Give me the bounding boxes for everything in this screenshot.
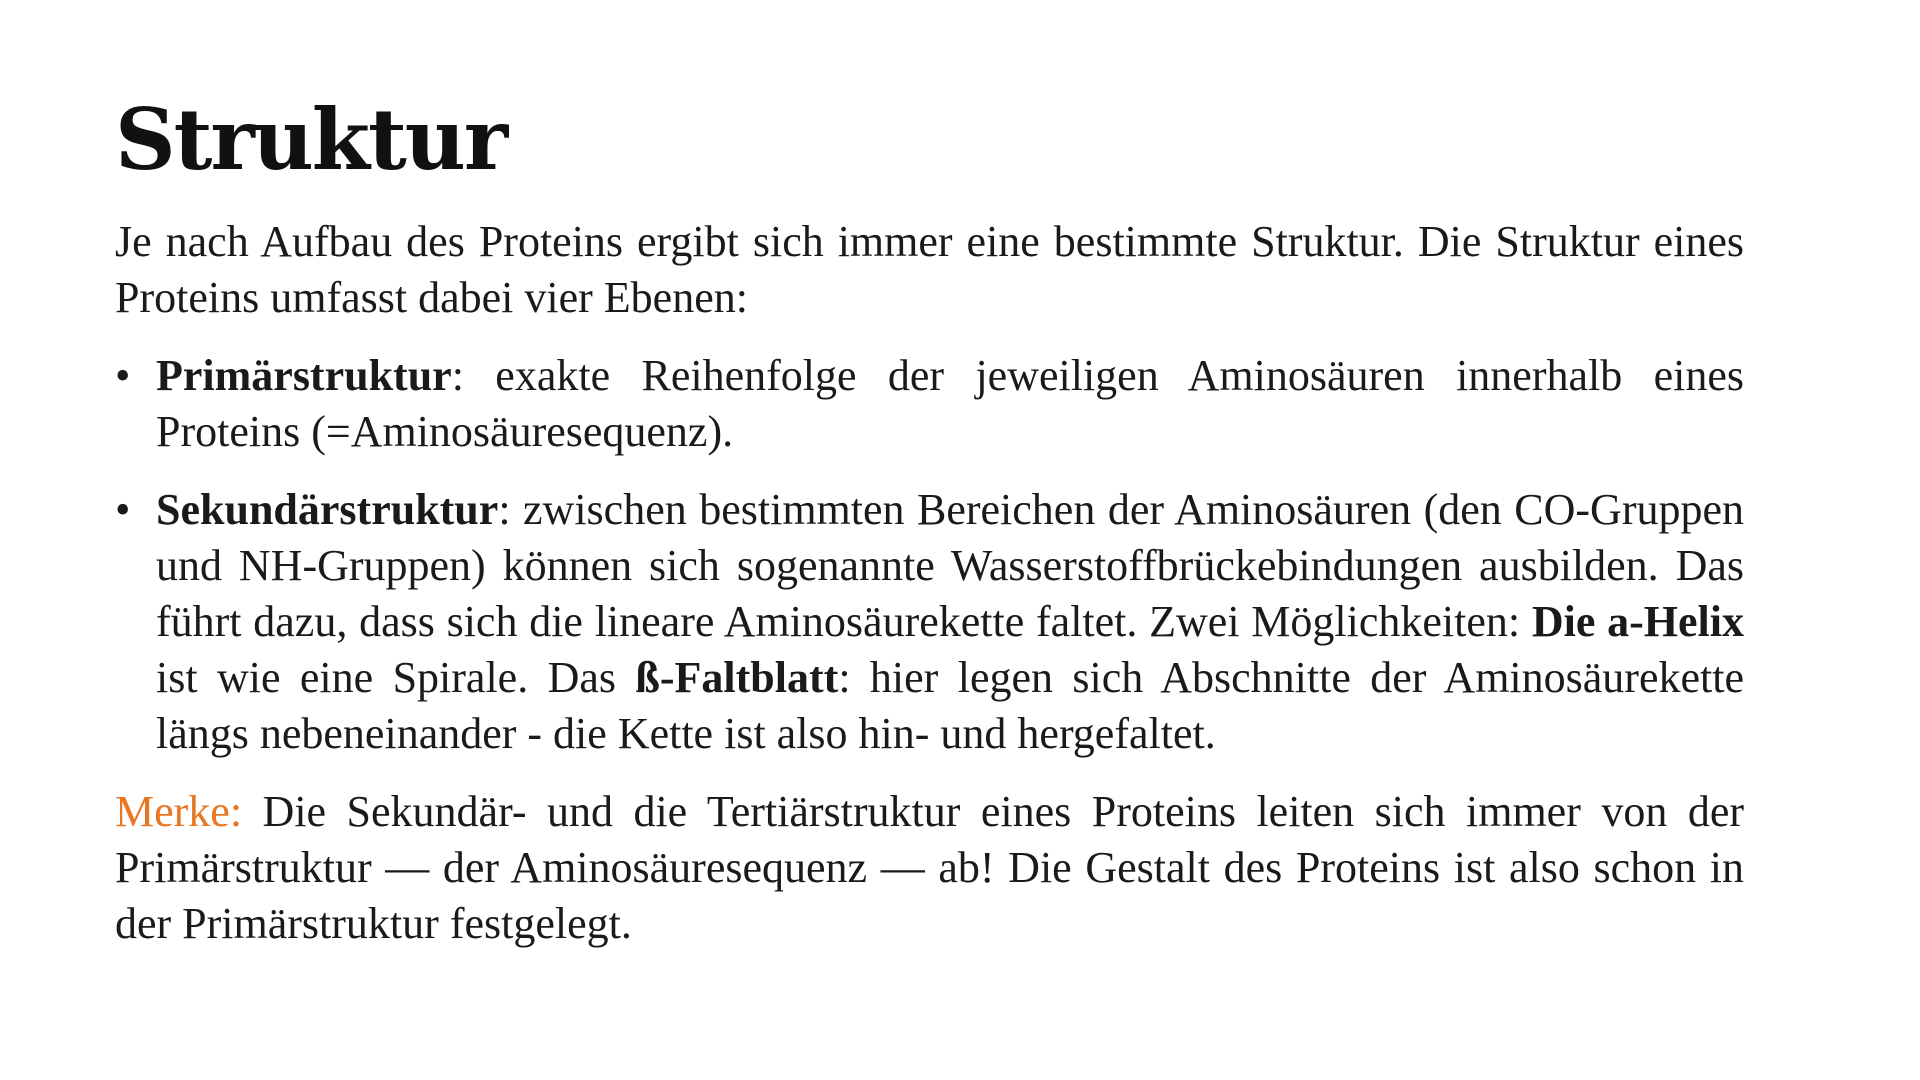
list-item-sekundaerstruktur: [115, 482, 1744, 762]
term-sekundaerstruktur: Sekundärstruktur: [156, 485, 499, 534]
primaer-description: : exakte Reihenfolge der jeweiligen Aminosäuren innerhalb eines Proteins (=Aminosäuresequenz).: [156, 351, 1744, 456]
page-title: Struktur: [115, 90, 507, 189]
merke-label: Merke:: [115, 787, 243, 836]
term-faltblatt: ß-Faltblatt: [635, 653, 839, 702]
bullet-icon: •: [115, 351, 131, 400]
sekundaer-description-1: : zwischen bestimmten Bereichen der Aminosäuren (den CO-Gruppen und NH-Gruppen) können sich sogenannte Wasserstoffbrückebindungen ausbilden. Das führt dazu, dass sich die lineare Aminosäurekette faltet. Zwei Möglichkeiten:: [156, 485, 1744, 646]
bullet-icon: •: [115, 485, 131, 534]
sekundaer-description-2: ist wie eine Spirale. Das: [156, 653, 636, 702]
intro-paragraph: Je nach Aufbau des Proteins ergibt sich immer eine bestimmte Struktur. Die Struktur eines Proteins umfasst dabei vier Ebenen:: [115, 217, 1744, 322]
term-primaerstruktur: Primärstruktur: [156, 351, 452, 400]
merke-paragraph: [115, 784, 1744, 952]
merke-text: Die Sekundär- und die Tertiärstruktur eines Proteins leiten sich immer von der Primärstruktur — der Aminosäuresequenz — ab! Die Gestalt des Proteins ist also schon in der Primärstruktur festgelegt.: [115, 787, 1744, 948]
sekundaer-description-3: : hier legen sich Abschnitte der Aminosäurekette längs nebeneinander - die Kette ist also hin- und hergefaltet.: [156, 653, 1744, 758]
structure-list: [115, 348, 1744, 762]
term-a-helix: Die a-Helix: [1531, 597, 1745, 646]
list-item-primaerstruktur: [115, 348, 1744, 460]
